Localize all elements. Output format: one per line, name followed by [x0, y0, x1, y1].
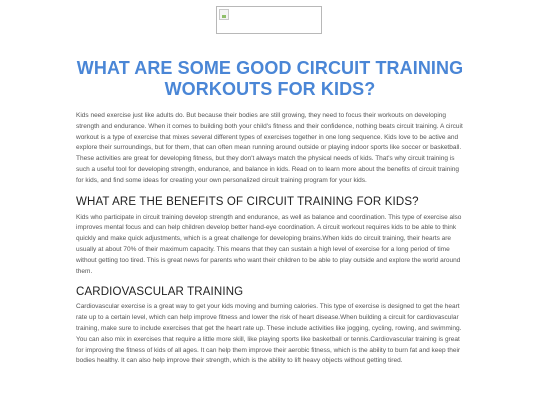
article-body — [76, 111, 464, 367]
intro-paragraph: Kids need exercise just like adults do. But because their bodies are still growing, they need to focus their workouts on developing strength and endurance. When it comes to building both your child's fitness and their confidence, nothing beats circuit training. A circuit workout is a type of exercise that mixes several different types of exercises together in one long sequence. Kids love to be active and explore their surroundings, but for them, that can often mean running around outside or playing indoor sports like soccer or basketball. These activities are great for developing fitness, but they don't always match the physical needs of kids. That's why circuit training is such a useful tool for developing strength, endurance, and balance in kids. Read on to learn more about the benefits of circuit training for kids, and find some ideas for creating your own personalized circuit training program for your kids. — [76, 112, 463, 184]
page-title: WHAT ARE SOME GOOD CIRCUIT TRAINING WORKOUTS FOR KIDS? — [76, 58, 464, 99]
section-heading-cardio: CARDIOVASCULAR TRAINING — [76, 286, 244, 299]
broken-image-icon — [219, 9, 229, 20]
section-heading-benefits: WHAT ARE THE BENEFITS OF CIRCUIT TRAINING FOR KIDS? — [76, 195, 419, 208]
header-logo-image[interactable] — [216, 6, 322, 34]
cardio-paragraph: Cardiovascular exercise is a great way to get your kids moving and burning calories. This type of exercise is designed to get the heart rate up to a certain level, which can help improve fitness and lower the risk of heart disease.When building a circuit for cardiovascular training, make sure to include exercises that get the heart rate up. These include activities like jogging, cycling, rowing, and swimming. You can also mix in exercises that require a little more skill, like playing sports like basketball or tennis.Cardiovascular training is great for improving the fitness of kids of all ages. It can help them improve their aerobic fitness, which is the ability to burn fat and keep their bodies healthy. It can also help improve their strength, which is the ability to lift heavy objects without getting tired. — [76, 303, 462, 365]
benefits-paragraph: Kids who participate in circuit training develop strength and endurance, as well as balance and coordination. This type of exercise also improves mental focus and can help children develop better hand-eye coordination. A circuit workout requires kids to be able to think quickly and make quick adjustments, which is a great challenge for developing brains.When kids do circuit training, their hearts are usually at about 70% of their maximum capacity. This means that they can sustain a high level of exercise for a long period of time without getting too tired. This is great news for parents who want their children to be able to play outside and explore the world around them. — [76, 213, 462, 275]
